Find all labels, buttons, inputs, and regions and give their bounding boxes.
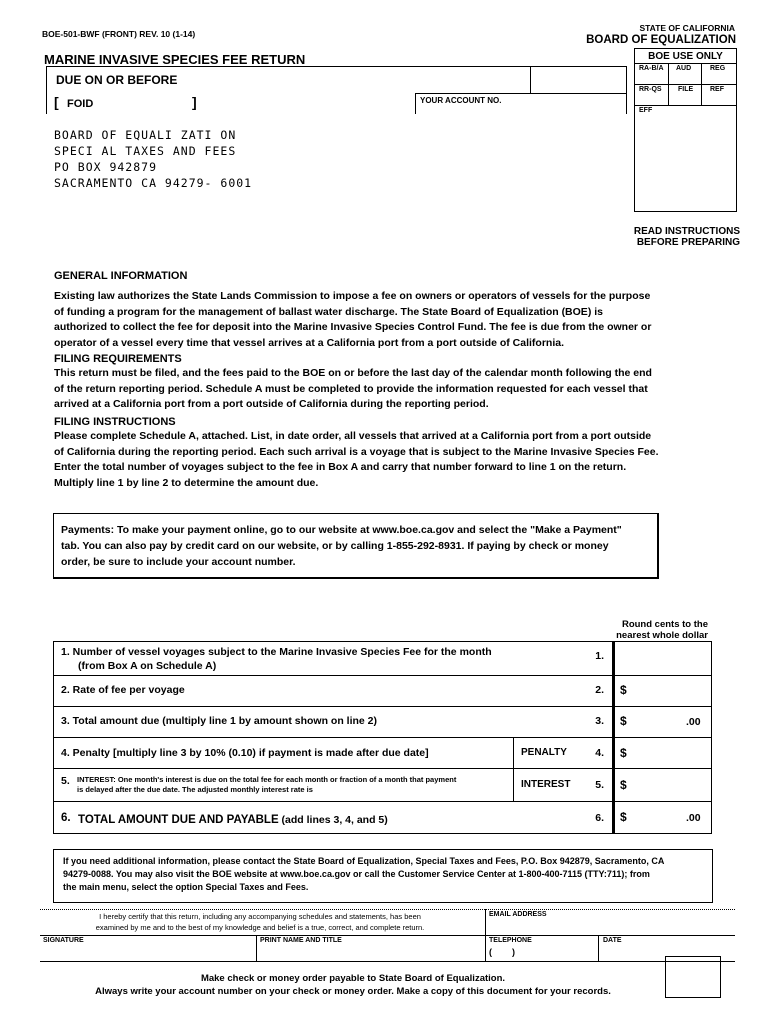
filing-req-body (54, 366, 674, 413)
penalty-label: PENALTY (521, 747, 567, 758)
filing-inst-heading: FILING INSTRUCTIONS (54, 416, 176, 428)
payments-line: tab. You can also pay by credit card on our website, or by calling 1-855-292-8931. If paying by check or money (61, 540, 609, 552)
foid-bracket-close: ] (192, 94, 197, 110)
general-line: authorized to collect the fee for deposit into the Marine Invasive Species Control Fund. The fee is due from the owner or (54, 321, 652, 333)
footer-text (40, 972, 666, 998)
round-cents-2: nearest whole dollar (616, 630, 708, 641)
cert-line: I hereby certify that this return, including any accompanying schedules and statements, has been (99, 912, 421, 921)
signature-field[interactable] (42, 945, 254, 960)
info-line: the main menu, select the option Special Taxes and Fees. (63, 882, 309, 892)
line-3-input[interactable] (632, 708, 682, 736)
line-1-sublabel: (from Box A on Schedule A) (78, 660, 217, 672)
line-5-label (77, 775, 456, 795)
boe-eff: EFF (639, 107, 653, 114)
round-cents-1: Round cents to the (621, 619, 708, 630)
payments-text (61, 522, 622, 570)
boe-use-box (634, 48, 737, 212)
line-5-text: is delayed after the due date. The adjusted monthly interest rate is (77, 785, 313, 794)
address-line-1: BOARD OF EQUALI ZATI ON (54, 128, 237, 142)
line-6-label (78, 810, 388, 828)
footer-line-1: Make check or money order payable to State Board of Equalization. (200, 973, 506, 984)
line-2-dollar: $ (620, 683, 627, 697)
foid-bracket-open: [ (54, 94, 59, 110)
signature-label: SIGNATURE (43, 937, 84, 944)
boe-file: FILE (678, 86, 694, 93)
line-4-input[interactable] (632, 739, 711, 767)
line-5-number: 5. (595, 779, 604, 791)
line-6-title: TOTAL AMOUNT DUE AND PAYABLE (78, 814, 279, 826)
line-4-label: 4. Penalty [multiply line 3 by 10% (0.10) if payment is made after due date] (61, 747, 429, 759)
line-1-number: 1. (595, 650, 604, 662)
footer-line-2: Always write your account number on your check or money order. Make a copy of this document for your records. (95, 986, 611, 997)
mailing-address (54, 127, 252, 191)
filing-req-line: arrived at a California port from a port outside of California during the reporting period. (54, 398, 489, 410)
filing-inst-line: Multiply line 1 by line 2 to determine the amount due. (54, 476, 319, 489)
line-6-note: (add lines 3, 4, and 5) (278, 814, 388, 826)
date-label: DATE (603, 937, 622, 944)
cert-line: examined by me and to the best of my knowledge and belief is a true, correct, and complete return. (95, 923, 425, 932)
line-6-input[interactable] (632, 803, 682, 833)
payments-box (53, 513, 659, 579)
filing-inst-line: of California during the reporting period. Each such arrival is a voyage that is subject to the Marine Invasive Species Fee. (54, 445, 659, 458)
line-4-number: 4. (595, 747, 604, 759)
line-2-label: 2. Rate of fee per voyage (61, 684, 185, 696)
address-line-2: SPECI AL TAXES AND FEES (54, 144, 237, 158)
email-input[interactable] (488, 920, 734, 934)
general-body (54, 289, 674, 351)
line-3-cents: .00 (686, 716, 701, 728)
line-1-input[interactable] (616, 643, 711, 674)
round-cents-note (580, 619, 708, 641)
boe-reg: REG (710, 65, 726, 72)
line-5-text: INTEREST: One month's interest is due on the total fee for each month or fraction of a month that payment (77, 775, 457, 784)
payments-line: Payments: To make your payment online, go to our website at www.boe.ca.gov and select the "Make a Payment" (61, 524, 622, 536)
general-line: of funding a program for the management of ballast water discharge. The State Board of Equalization (BOE) is (54, 305, 603, 318)
line-2-number: 2. (595, 684, 604, 696)
read-instructions-2: BEFORE PREPARING (636, 237, 740, 248)
interest-label: INTEREST (521, 779, 571, 790)
info-box (53, 849, 713, 903)
filing-req-line: of the return reporting period. Schedule A must be completed to provide the information requested for each vessel that (54, 382, 648, 395)
form-title: MARINE INVASIVE SPECIES FEE RETURN (44, 52, 306, 67)
email-label: EMAIL ADDRESS (489, 911, 547, 918)
info-line: If you need additional information, please contact the State Board of Equalization, Special Taxes and Fees, P.O. Box 942879, Sacramento, CA (63, 856, 665, 866)
address-line-4: SACRAMENTO CA 94279- 6001 (54, 176, 253, 190)
boe-rr-qs: RR-QS (639, 86, 662, 93)
scan-box (665, 956, 721, 998)
line-6-cents: .00 (686, 812, 701, 824)
read-instructions-1: READ INSTRUCTIONS (633, 226, 740, 237)
filing-inst-line: Enter the total number of voyages subject to the fee in Box A and carry that number forward to line 1 on the return. (54, 461, 627, 473)
line-1-label: 1. Number of vessel voyages subject to the Marine Invasive Species Fee for the month (61, 646, 492, 658)
due-label: DUE ON OR BEFORE (56, 73, 178, 87)
filing-inst-line: Please complete Schedule A, attached. List, in date order, all vessels that arrived at a California port from a port outside (54, 430, 652, 442)
state-label: STATE OF CALIFORNIA (639, 23, 735, 33)
address-line-3: PO BOX 942879 (54, 160, 158, 174)
line-4-dollar: $ (620, 746, 627, 760)
print-name-field[interactable] (258, 945, 483, 960)
agency-name: BOARD OF EQUALIZATION (586, 34, 736, 46)
info-text (63, 855, 664, 894)
boe-ref: REF (710, 86, 724, 93)
certification-text (40, 911, 480, 933)
line-5-input[interactable] (632, 770, 711, 800)
line-3-number: 3. (595, 715, 604, 727)
read-instructions (590, 226, 740, 248)
telephone-parens: ( ) (489, 947, 515, 957)
payments-line: order, be sure to include your account number. (61, 556, 296, 568)
boe-use-title: BOE USE ONLY (648, 51, 723, 62)
boe-aud: AUD (676, 65, 692, 72)
line-3-dollar: $ (620, 714, 627, 728)
print-name-label: PRINT NAME AND TITLE (260, 937, 342, 944)
form-id: BOE-501-BWF (FRONT) REV. 10 (1-14) (42, 29, 196, 39)
boe-ra-ba: RA-B/A (639, 65, 664, 72)
line-6-number: 6. (595, 812, 604, 824)
line-6-dollar: $ (620, 810, 627, 824)
account-label: YOUR ACCOUNT NO. (420, 96, 502, 105)
filing-req-heading: FILING REQUIREMENTS (54, 353, 182, 365)
info-line: 94279-0088. You may also visit the BOE website at www.boe.ca.gov or call the Customer Service Center at 1-800-400-7115 (TTY:711); from (63, 869, 650, 879)
line-2-input[interactable] (632, 677, 711, 705)
line-5-dollar: $ (620, 778, 627, 792)
line-5-number-left: 5. (61, 775, 70, 787)
filing-inst-body (54, 429, 674, 491)
general-heading: GENERAL INFORMATION (54, 270, 188, 282)
line-6-number-left: 6. (61, 812, 71, 824)
general-line: operator of a vessel every time that vessel arrives at a California port from a port outside of California. (54, 336, 564, 349)
general-line: Existing law authorizes the State Lands Commission to impose a fee on owners or operators of vessels for the purpose (54, 290, 651, 302)
filing-req-line: This return must be filed, and the fees paid to the BOE on or before the last day of the calendar month following the end (54, 367, 652, 379)
telephone-label: TELEPHONE (489, 937, 532, 944)
line-3-label: 3. Total amount due (multiply line 1 by amount shown on line 2) (61, 715, 377, 727)
foid-label: FOID (67, 98, 94, 110)
